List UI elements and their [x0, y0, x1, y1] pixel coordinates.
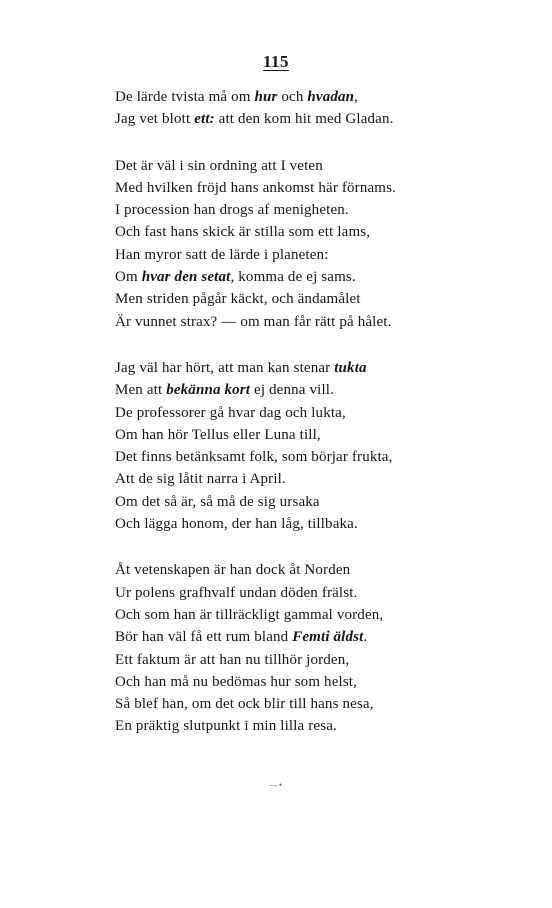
emphasized-text: hur [254, 89, 278, 105]
line-text: , komma de ej sams. [230, 269, 356, 286]
line-text: Åt vetenskapen är han dock åt Norden [115, 562, 351, 579]
line-text: Det är väl i sin ordning att I veten [115, 157, 323, 174]
poem-line [115, 357, 535, 379]
emphasized-text: Femti äldst [292, 629, 364, 646]
poem-line [115, 626, 535, 648]
line-text: Det finns betänksamt folk, som börjar frukta, [115, 449, 393, 466]
poem-line [115, 715, 535, 737]
line-text: Och fast hans skick är stilla som ett lams, [115, 224, 371, 241]
line-text: Om det så är, så må de sig ursaka [115, 493, 320, 510]
poem-line [115, 424, 535, 446]
line-text: Ett faktum är att han nu tillhör jorden, [115, 651, 350, 668]
poem-line [115, 155, 535, 177]
line-text: Ur polens grafhvalf undan döden frälst. [115, 584, 358, 601]
emphasized-text: ett: [194, 111, 215, 128]
poem-line [115, 559, 535, 581]
line-text: De lärde tvista må om [115, 89, 255, 105]
poem-line [115, 221, 535, 243]
line-text: Bör han väl få ett rum bland [115, 629, 293, 646]
line-text: Men att [115, 382, 167, 399]
poem-line [115, 513, 535, 535]
stanza [115, 155, 535, 333]
poem-line [115, 379, 535, 401]
line-text: och [277, 89, 308, 105]
poem-line [115, 604, 535, 626]
poem-line [115, 244, 535, 266]
emphasized-text: hvar den setat [141, 269, 231, 286]
stanza [115, 559, 535, 737]
line-text: Och lägga honom, der han låg, tillbaka. [115, 516, 358, 533]
poem-line [115, 671, 535, 693]
poem-text [115, 86, 535, 738]
poem-line [115, 468, 535, 490]
line-text: Men striden pågår käckt, och ändamålet [115, 291, 361, 308]
emphasized-text: hvadan [307, 89, 355, 105]
line-text: De professorer gå hvar dag och lukta, [115, 404, 346, 421]
line-text: Att de sig låtit narra i April. [115, 471, 286, 488]
line-text: , [354, 89, 359, 105]
poem-line [115, 311, 535, 333]
page-number: 115 [262, 52, 290, 71]
poem-line [115, 266, 535, 288]
emphasized-text: tukta [334, 359, 367, 376]
poem-line [115, 446, 535, 468]
line-text: ej denna vill. [250, 382, 335, 399]
poem-line [115, 86, 535, 108]
line-text: att den kom hit med Gladan. [214, 111, 394, 128]
stanza [115, 86, 535, 131]
line-text: Jag väl har hört, att man kan stenar [115, 359, 335, 376]
poem-line [115, 177, 535, 199]
stanza [115, 357, 535, 535]
poem-line [115, 199, 535, 221]
line-text: . [363, 629, 368, 646]
line-text: I procession han drogs af menigheten. [115, 202, 349, 219]
poem-line [115, 108, 535, 130]
poem-line [115, 582, 535, 604]
printer-mark: —• [268, 780, 284, 790]
line-text: Och han må nu bedömas hur som helst, [115, 673, 358, 690]
line-text: Om [115, 269, 142, 286]
line-text: Jag vet blott [115, 111, 195, 128]
line-text: Är vunnet strax? — om man får rätt på hålet. [115, 313, 392, 330]
poem-line [115, 402, 535, 424]
poem-line [115, 693, 535, 715]
poem-line [115, 288, 535, 310]
poem-line [115, 649, 535, 671]
line-text: Och som han är tillräckligt gammal vorden, [115, 606, 384, 623]
line-text: Om han hör Tellus eller Luna till, [115, 426, 321, 443]
line-text: Så blef han, om det ock blir till hans nesa, [115, 696, 374, 713]
emphasized-text: bekänna kort [166, 382, 251, 399]
line-text: En präktig slutpunkt i min lilla resa. [115, 718, 337, 735]
poem-line [115, 491, 535, 513]
line-text: Han myror satt de lärde i planeten: [115, 246, 329, 263]
line-text: Med hvilken fröjd hans ankomst här förnams. [115, 179, 396, 196]
